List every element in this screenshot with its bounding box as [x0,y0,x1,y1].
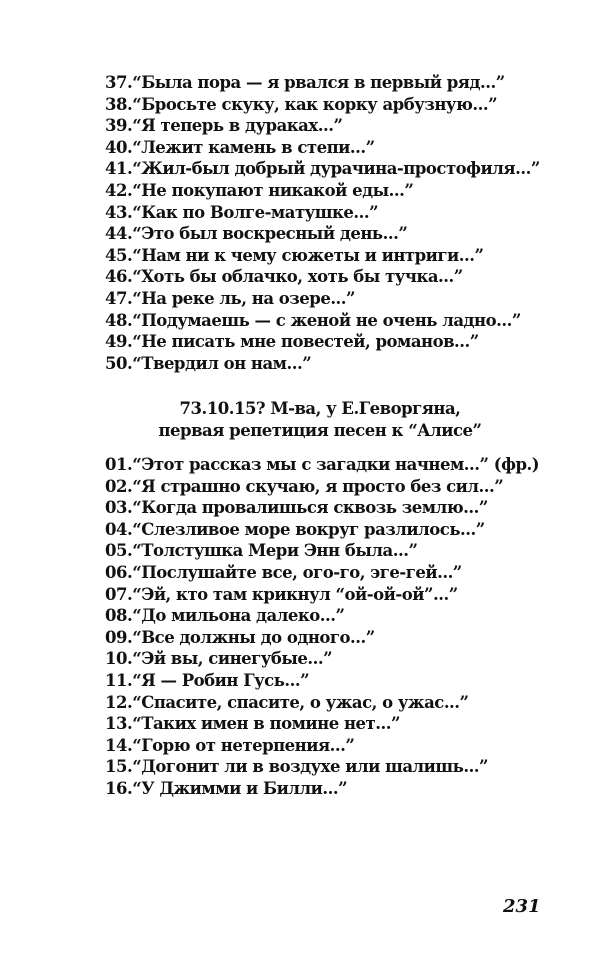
list-item: 09.“Все должны до одного...” [105,627,375,647]
list-item: 50.“Твердил он нам...” [105,353,312,373]
list-item: 43.“Как по Волге-матушке...” [105,202,379,222]
section-heading-line2: первая репетиция песен к “Алисе” [158,421,482,440]
list-item: 45.“Нам ни к чему сюжеты и интриги...” [105,245,484,265]
list-item: 12.“Спасите, спасите, о ужас, о ужас...” [105,692,469,712]
list-item: 48.“Подумаешь — с женой не очень ладно...” [105,310,521,330]
list-item: 14.“Горю от нетерпения...” [105,735,355,755]
song-list-part1 [105,72,540,374]
list-item: 13.“Таких имен в помине нет...” [105,714,400,734]
list-item: 06.“Послушайте все, ого-го, эге-гей...” [105,562,462,582]
list-item: 01.“Этот рассказ мы с загадки начнем...” (фр.) [105,455,540,474]
section-heading [0,398,600,442]
list-item: 41.“Жил-был добрый дурачина-простофиля...” [105,159,540,179]
list-item: 11.“Я — Робин Гусь...” [105,670,310,690]
section-heading-line1: 73.10.15? М-ва, у Е.Геворгяна, [179,399,461,418]
list-item: 39.“Я теперь в дураках...” [105,116,343,136]
list-item: 10.“Эй вы, синегубые...” [105,649,333,669]
list-item: 02.“Я страшно скучаю, я просто без сил...” [105,476,504,496]
list-item: 46.“Хоть бы облачко, хоть бы тучка...” [105,267,463,287]
list-item: 16.“У Джимми и Билли...” [105,778,348,798]
list-item: 07.“Эй, кто там крикнул “ой-ой-ой”...” [105,584,458,604]
list-item: 44.“Это был воскресный день...” [105,224,408,244]
list-item: 49.“Не писать мне повестей, романов...” [105,332,479,352]
list-item: 38.“Бросьте скуку, как корку арбузную...” [105,94,498,114]
page-number: 231 [503,896,541,917]
list-item: 03.“Когда провалишься сквозь землю...” [105,498,488,518]
list-item: 42.“Не покупают никакой еды...” [105,180,414,200]
list-item: 37.“Была пора — я рвался в первый ряд...” [105,73,505,92]
list-item: 08.“До мильона далеко...” [105,606,345,626]
song-list-part2 [105,454,539,800]
list-item: 40.“Лежит камень в степи...” [105,137,375,157]
list-item: 15.“Догонит ли в воздухе или шалишь...” [105,757,489,777]
list-item: 47.“На реке ль, на озере...” [105,288,356,308]
list-item: 05.“Толстушка Мери Энн была...” [105,541,418,561]
list-item: 04.“Слезливое море вокруг разлилось...” [105,519,485,539]
